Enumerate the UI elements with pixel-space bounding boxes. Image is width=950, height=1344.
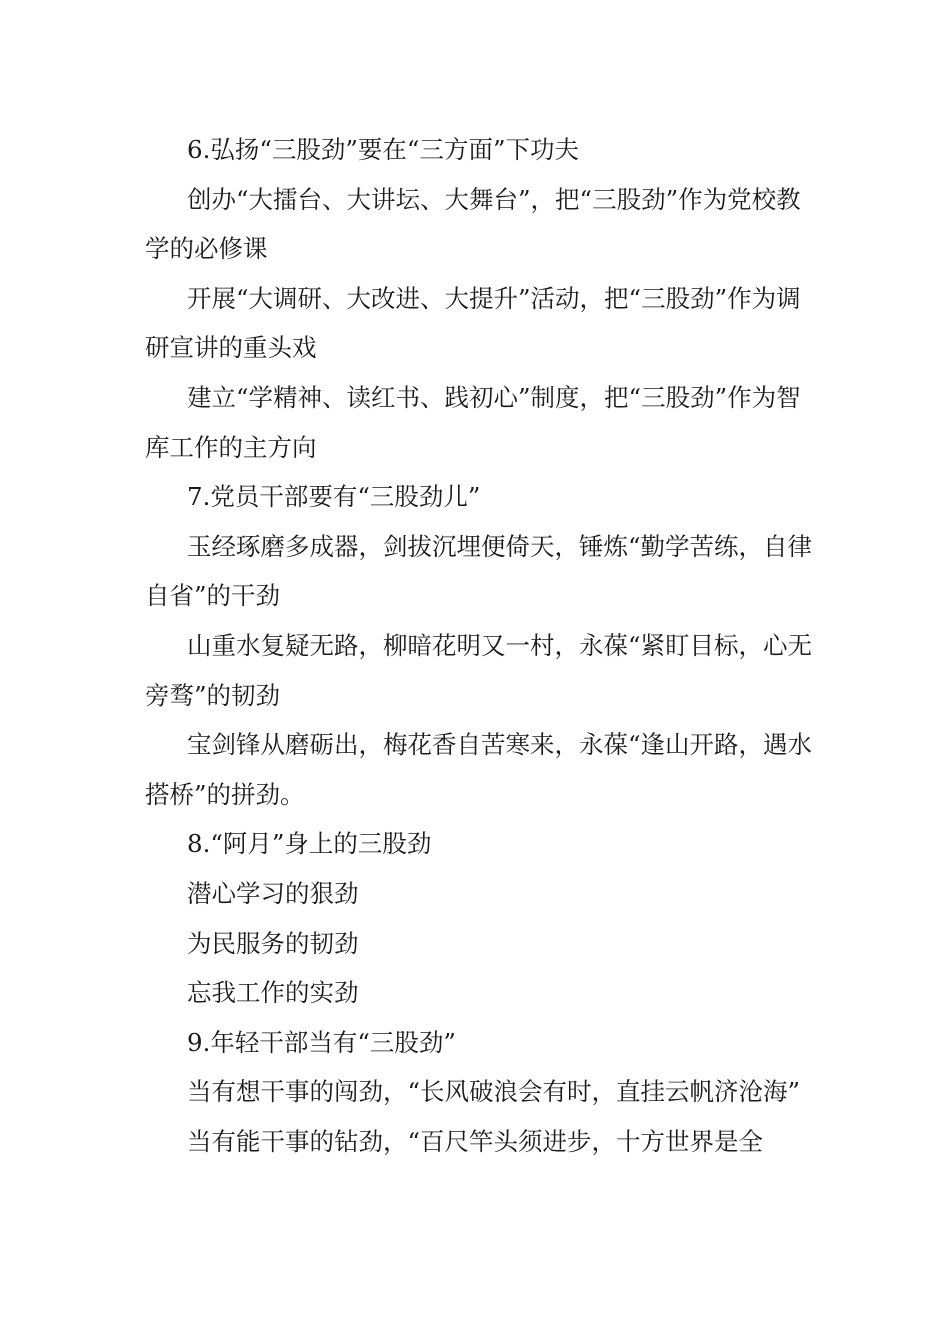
heading-6: 6.弘扬“三股劲”要在“三方面”下功夫 [187, 135, 579, 164]
heading-9: 9.年轻干部当有“三股劲” [187, 1027, 456, 1057]
heading-7: 7.党员干部要有“三股劲儿” [187, 482, 481, 512]
paragraph: 山重水复疑无路，柳暗花明又一村，永葆“紧盯目标，心无旁骛”的韧劲 [145, 630, 813, 710]
paragraph: 开展“大调研、大改进、大提升”活动，把“三股劲”作为调研宣讲的重头戏 [145, 283, 801, 363]
heading-8: 8.“阿月”身上的三股劲 [187, 829, 432, 859]
paragraph: 当有能干事的钻劲，“百尺竿头须进步，十方世界是全 [187, 1126, 764, 1156]
paragraph: 创办“大擂台、大讲坛、大舞台”，把“三股劲”作为党校教学的必修课 [145, 184, 801, 264]
paragraph: 玉经琢磨多成器，剑拔沉埋便倚天，锤炼“勤学苦练，自律自省”的干劲 [145, 531, 813, 611]
paragraph: 为民服务的韧劲 [187, 928, 359, 958]
paragraph: 忘我工作的实劲 [187, 978, 359, 1008]
paragraph: 潜心学习的狠劲 [187, 878, 359, 908]
paragraph: 当有想干事的闯劲，“长风破浪会有时，直挂云帆济沧海” [187, 1077, 801, 1107]
paragraph: 宝剑锋从磨砺出，梅花香自苦寒来，永葆“逢山开路，遇水搭桥”的拼劲。 [145, 730, 813, 809]
paragraph: 建立“学精神、读红书、践初心”制度，把“三股劲”作为智库工作的主方向 [145, 382, 801, 462]
document-body [145, 125, 813, 1166]
